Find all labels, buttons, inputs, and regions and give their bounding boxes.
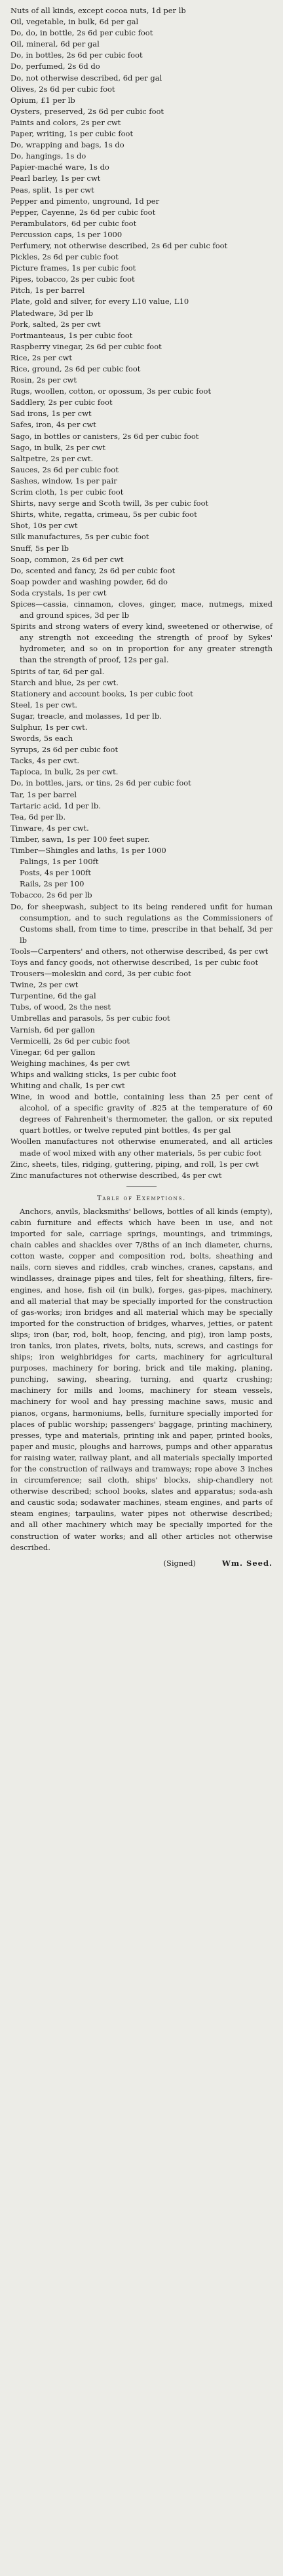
signature-line [10, 1557, 273, 1569]
tariff-entry: Shirts, navy serge and Scoth twill, 3s per cubic foot [10, 499, 209, 508]
tariff-entry: Safes, iron, 4s per cwt [10, 420, 96, 430]
tariff-entry: Tartaric acid, 1d per lb. [10, 801, 101, 810]
tariff-entry: Varnish, 6d per gallon [10, 1025, 95, 1034]
tariff-entry: Oysters, preserved, 2s 6d per cubic foot [10, 106, 164, 116]
signatory-name: Wm. Seed. [221, 1558, 273, 1568]
tariff-entry: Zinc manufactures not otherwise described, 4s per cwt [10, 1170, 222, 1180]
tariff-entry: Swords, 5s each [10, 734, 73, 744]
tariff-entry: Olives, 2s 6d per cubic foot [10, 84, 115, 94]
tariff-entry: Paints and colors, 2s per cwt [10, 117, 121, 127]
tariff-entry: Saltpetre, 2s per cwt. [10, 453, 94, 463]
tariff-entry: Stationery and account books, 1s per cubic foot [10, 689, 193, 698]
tariff-entry: Rosin, 2s per cwt [10, 375, 77, 385]
tariff-entry: Tools—Carpenters' and others, not otherwise described, 4s per cwt [10, 946, 269, 956]
tariff-entry: Tobacco, 2s 6d per lb [10, 890, 92, 900]
tariff-entry: Opium, £1 per lb [10, 95, 75, 105]
tariff-entry: Woollen manufactures not otherwise enumerated, and all articles made of wool mixed with any other materials, 5s per cubic foot [10, 1137, 273, 1158]
tariff-entry: Tubs, of wood, 2s the nest [10, 1002, 111, 1012]
tariff-entry: Sago, in bottles or canisters, 2s 6d per cubic foot [10, 431, 199, 441]
section-divider [126, 1186, 157, 1187]
tariff-entry: Pork, salted, 2s per cwt [10, 319, 101, 329]
tariff-entry: Pipes, tobacco, 2s per cubic foot [10, 275, 135, 284]
tariff-entry: Weighing machines, 4s per cwt [10, 1058, 130, 1068]
tariff-entry: Spices—cassia, cinnamon, cloves, ginger, mace, nutmegs, mixed and ground spices, 3d per lb [10, 599, 273, 620]
tariff-entry: Sulphur, 1s per cwt. [10, 723, 88, 732]
tariff-entry: Shirts, white, regatta, crimeau, 5s per cubic foot [10, 510, 197, 520]
tariff-entry: Do, hangings, 1s do [10, 151, 86, 161]
tariff-entry: Pickles, 2s 6d per cubic foot [10, 252, 119, 262]
tariff-entry: Turpentine, 6d the gal [10, 991, 96, 1001]
tariff-entry: Whips and walking sticks, 1s per cubic foot [10, 1069, 177, 1079]
tariff-entry: Snuff, 5s per lb [10, 543, 69, 553]
tariff-entry: Tinware, 4s per cwt. [10, 823, 89, 833]
tariff-entry: Pitch, 1s per barrel [10, 286, 85, 295]
tariff-entry: Timber—Shingles and laths, 1s per 1000 Palings, 1s per 100ft Posts, 4s per 100ft Rails, 2s per 100 [10, 846, 166, 889]
tariff-entry: Peas, split, 1s per cwt [10, 185, 94, 195]
tariff-entry: Do, wrapping and bags, 1s do [10, 140, 124, 150]
tariff-entry: Toys and fancy goods, not otherwise described, 1s per cubic foot [10, 957, 259, 967]
tariff-entry: Picture frames, 1s per cubic foot [10, 263, 136, 273]
tariff-entry: Rugs, woollen, cotton, or opossum, 3s per cubic foot [10, 387, 212, 396]
tariff-entry: Sashes, window, 1s per pair [10, 476, 117, 485]
tariff-entry: Saddlery, 2s per cubic foot [10, 398, 113, 407]
tariff-entry: Whiting and chalk, 1s per cwt [10, 1081, 125, 1090]
exemptions-title: Table of Exemptions. [96, 1194, 187, 1202]
tariff-entry: Scrim cloth, 1s per cubic foot [10, 487, 124, 497]
tariff-entry: Steel, 1s per cwt. [10, 700, 77, 710]
tariff-entry: Tapioca, in bulk, 2s per cwt. [10, 767, 119, 777]
signed-label: (Signed) [163, 1558, 196, 1568]
tariff-entry: Tar, 1s per barrel [10, 789, 77, 799]
tariff-entry: Umbrellas and parasols, 5s per cubic foot [10, 1013, 170, 1023]
tariff-entry: Do, in bottles, 2s 6d per cubic foot [10, 50, 143, 60]
tariff-entry: Vinegar, 6d per gallon [10, 1047, 96, 1057]
tariff-entry: Do, scented and fancy, 2s 6d per cubic foot [10, 565, 176, 575]
tariff-entry: Trousers—moleskin and cord, 3s per cubic foot [10, 969, 191, 979]
tariff-entry: Percussion caps, 1s per 1000 [10, 229, 123, 239]
tariff-entry: Do, do, in bottle, 2s 6d per cubic foot [10, 28, 153, 38]
tariff-entry: Sauces, 2s 6d per cubic foot [10, 464, 119, 474]
tariff-entry: Syrups, 2s 6d per cubic foot [10, 745, 119, 755]
tariff-entry: Starch and blue, 2s per cwt. [10, 677, 119, 687]
tariff-entry: Oil, mineral, 6d per gal [10, 39, 100, 49]
tariff-entry: Silk manufactures, 5s per cubic foot [10, 532, 149, 542]
tariff-entry: Do, not otherwise described, 6d per gal [10, 73, 162, 83]
tariff-entry: Portmanteaus, 1s per cubic foot [10, 330, 133, 340]
tariff-entry: Oil, vegetable, in bulk, 6d per gal [10, 17, 139, 27]
tariff-entry: Perambulators, 6d per cubic foot [10, 218, 137, 228]
tariff-entry: Shot, 10s per cwt [10, 521, 78, 531]
tariff-entry: Twine, 2s per cwt [10, 980, 79, 990]
tariff-entry: Rice, 2s per cwt [10, 352, 72, 362]
tariff-entry: Soda crystals, 1s per cwt [10, 588, 107, 597]
tariff-entry: Spirits of tar, 6d per gal. [10, 666, 105, 676]
tariff-entry: Tea, 6d per lb. [10, 812, 66, 822]
tariff-entry: Wine, in wood and bottle, containing less than 25 per cent of alcohol, of a specific gravity of .825 at the temperature of 60 degrees of Fahrenheit's thermometer, the gallon, or six reputed quart bottles, or twelve reputed pint bottles, 4s per gal [10, 1092, 273, 1135]
tariff-entry: Soap powder and washing powder, 6d do [10, 577, 168, 586]
tariff-entry: Do, for sheepwash, subject to its being rendered unfit for human consumption, and to such regulations as the Commissioners of Customs shall, from time to time, prescribe in that behalf, 3d per lb [10, 901, 273, 945]
tariff-entry: Pepper and pimento, unground, 1d per [10, 196, 160, 206]
tariff-entry: Plate, gold and silver, for every L10 value, L10 [10, 297, 189, 307]
tariff-entry: Timber, sawn, 1s per 100 feet super. [10, 834, 150, 844]
tariff-entry: Platedware, 3d per lb [10, 308, 94, 318]
tariff-entry: Papier-maché ware, 1s do [10, 162, 109, 172]
tariff-entry: Do, in bottles, jars, or tins, 2s 6d per cubic foot [10, 778, 191, 788]
tariff-entry: Sago, in bulk, 2s per cwt [10, 442, 105, 452]
tariff-list [10, 5, 273, 1181]
tariff-entry: Zinc, sheets, tiles, ridging, guttering, piping, and roll, 1s per cwt [10, 1159, 259, 1169]
tariff-entry: Vermicelli, 2s 6d per cubic foot [10, 1036, 130, 1046]
tariff-entry: Spirits and strong waters of every kind, sweetened or otherwise, of any strength not exceeding the strength of proof by Sykes' hydrometer, and so on in proportion for any greater strength than the strength of proof, 12s per gal. [10, 622, 273, 665]
exemptions-text: Anchors, anvils, blacksmiths' bellows, bottles of all kinds (empty), cabin furniture and effects which have been in use, and not imported for sale, carriage springs, mountings, and trimmings, chain cables and shackles over 7/8ths of an inch diameter, churns, cotton waste, copper and composition rod, bolts, sheathing and nails, corn sieves and riddles, crab winches, cranes, capstans, and windlasses, drainage pipes and tiles, felt for sheathing, filters, fire-engines, and hose, fish oil (in bulk), forges, gas-pipes, machinery, and all material that may be specially imported for the construction of gas-works; iron bridges and all material which may be specially imported for the construction of bridges, wharves, jetties, or patent slips; iron (bar, rod, bolt, hoop, fencing, and pig), iron lamp posts, iron tanks, iron plates, rivets, bolts, nuts, screws, and castings for ships; iron weighbridges for carts, machinery for agricultural purposes, machinery for boring, brick and tile making, planing, punching, sawing, shearing, turning, and quartz crushing; machinery for mills and looms, machinery for steam vessels, machinery for wool and hay pressing machine saws, music and pianos, organs, harmoniums, bells, furniture specially imported for places of public worship; passengers' baggage, printing machinery, presses, type and materials, printing ink and paper, printed books, paper and music, ploughs and harrows, pumps and other apparatus for raising water, railway plant, and all materials specially imported for the construction of railways and tramways; rope above 3 inches in circumference; sail cloth, ships' blocks, ship-chandlery not otherwise described; school books, slates and apparatus; soda-ash and caustic soda; sodawater machines, steam engines, and parts of steam engines; tarpaulins, water pipes not otherwise described; and all other machinery which may be specially imported for the construction of water works; and all other articles not otherwise described. [10, 1206, 273, 1552]
tariff-entry: Pearl barley, 1s per cwt [10, 174, 101, 183]
tariff-entry: Nuts of all kinds, except cocoa nuts, 1d per lb [10, 6, 186, 15]
tariff-entry: Raspberry vinegar, 2s 6d per cubic foot [10, 341, 162, 351]
tariff-entry: Sugar, treacle, and molasses, 1d per lb. [10, 711, 162, 721]
tariff-entry: Soap, common, 2s 6d per cwt [10, 554, 124, 564]
tariff-entry: Do, perfumed, 2s 6d do [10, 62, 100, 71]
tariff-entry: Paper, writing, 1s per cubic foot [10, 129, 134, 139]
tariff-entry: Rice, ground, 2s 6d per cubic foot [10, 364, 141, 373]
tariff-entry: Tacks, 4s per cwt. [10, 756, 80, 766]
tariff-entry: Sad irons, 1s per cwt [10, 409, 92, 419]
tariff-entry: Pepper, Cayenne, 2s 6d per cubic foot [10, 207, 156, 217]
tariff-entry: Perfumery, not otherwise described, 2s 6d per cubic foot [10, 240, 228, 250]
